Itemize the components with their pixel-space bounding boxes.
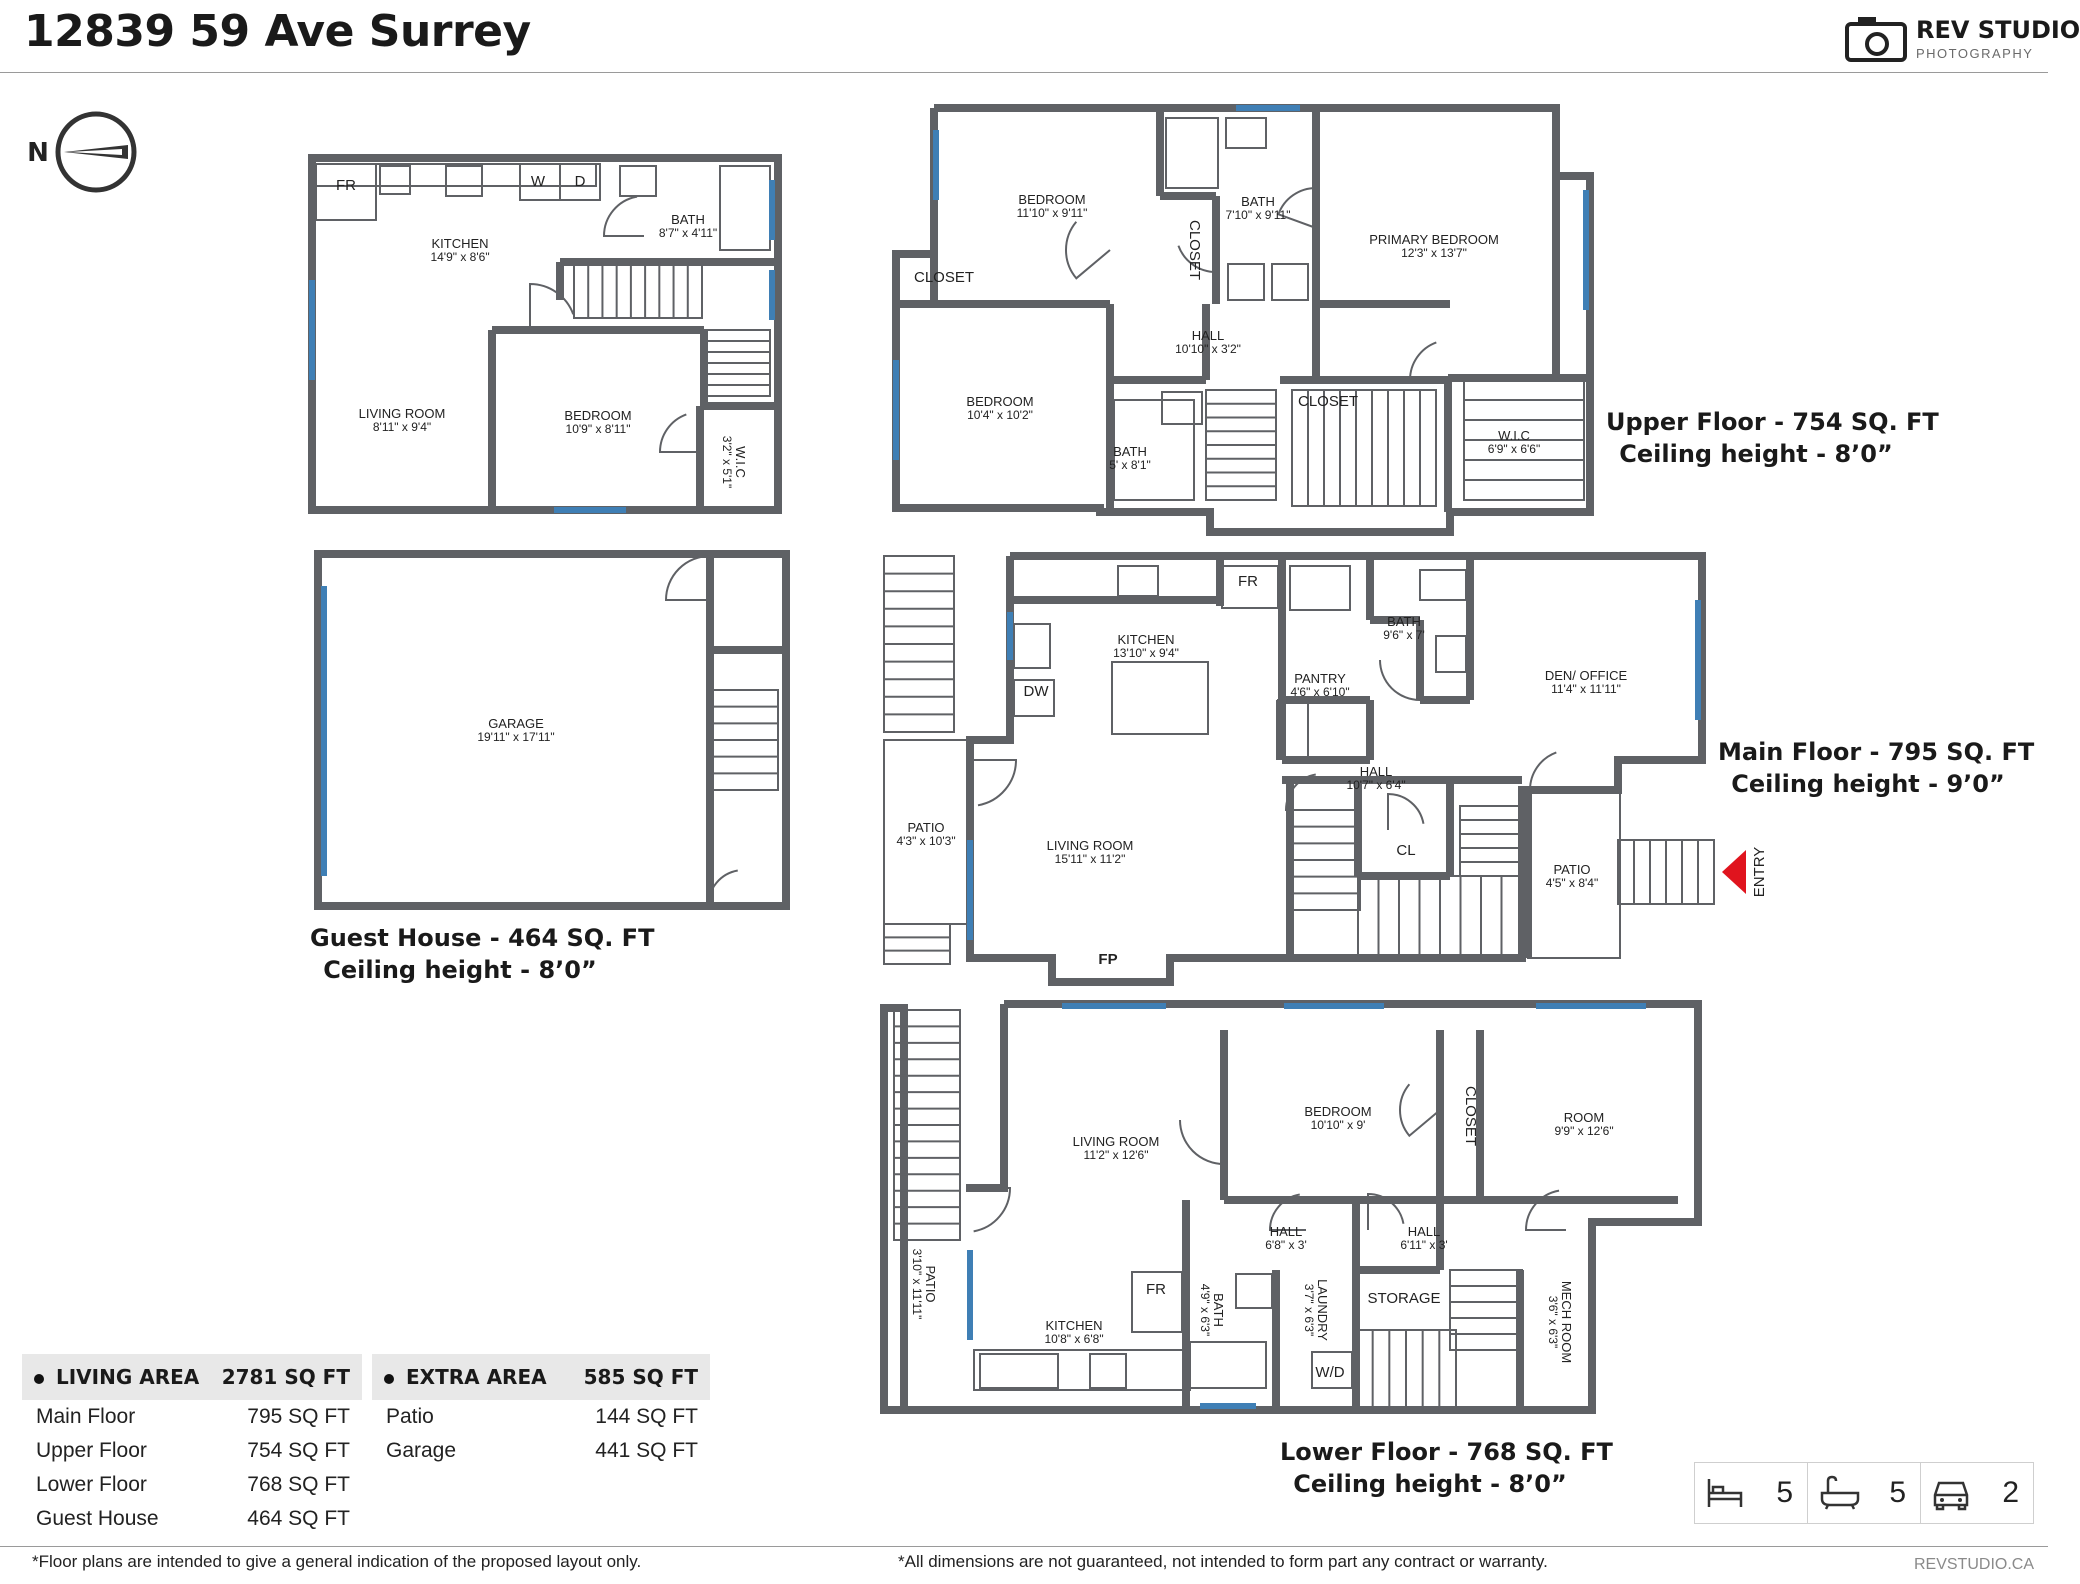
upper-floor-caption bbox=[1606, 406, 1939, 470]
room-dimensions: 10'10" x 3'2" bbox=[1175, 342, 1241, 356]
room-dimensions: 10'4" x 10'2" bbox=[967, 408, 1033, 422]
stairs bbox=[1290, 810, 1360, 910]
door-swing bbox=[1066, 222, 1110, 279]
table-row bbox=[372, 1434, 710, 1468]
kitchen-counter bbox=[974, 1350, 1190, 1390]
room-dimensions: 3'7" x 6'3" bbox=[1302, 1283, 1316, 1337]
guest-house-caption bbox=[310, 922, 655, 986]
room-label bbox=[1554, 1110, 1613, 1138]
room-label bbox=[1186, 220, 1203, 280]
compass-icon bbox=[27, 114, 134, 190]
upper-floor-ceiling: Ceiling height - 8’0” bbox=[1619, 440, 1893, 468]
stairs bbox=[1450, 1270, 1522, 1350]
bathtub-icon bbox=[1818, 1475, 1862, 1511]
room-label bbox=[1546, 1281, 1574, 1363]
compass-north-label: N bbox=[27, 138, 49, 168]
room-name: HALL bbox=[1269, 1224, 1303, 1239]
bedrooms-count: 5 bbox=[1776, 1476, 1793, 1509]
logo-name: REV STUDIO bbox=[1916, 16, 2080, 44]
room-dimensions: 11'10" x 9'11" bbox=[1016, 206, 1088, 220]
table-row bbox=[22, 1502, 362, 1536]
logo-tagline: PHOTOGRAPHY bbox=[1916, 46, 2034, 61]
stairs bbox=[1460, 806, 1520, 876]
room-name: FR bbox=[1146, 1281, 1166, 1298]
room-dimensions: 10'7" x 6'4" bbox=[1346, 778, 1406, 792]
stairs-outline bbox=[1450, 1270, 1522, 1350]
main-floor-area: Main Floor - 795 SQ. FT bbox=[1718, 738, 2035, 766]
stairs bbox=[1206, 390, 1276, 500]
room-dimensions: 4'3" x 10'3" bbox=[896, 834, 956, 848]
extra-area-title: EXTRA AREA bbox=[406, 1365, 547, 1389]
room-name: BATH bbox=[1387, 614, 1421, 629]
main-floor-ceiling: Ceiling height - 9’0” bbox=[1731, 770, 2005, 798]
room-dimensions: 9'6" x 7' bbox=[1383, 628, 1425, 642]
room-name: W/D bbox=[1315, 1364, 1345, 1381]
stairs-outline bbox=[884, 924, 950, 964]
room-dimensions: 10'8" x 6'8" bbox=[1044, 1332, 1104, 1346]
room-label bbox=[914, 269, 974, 286]
room-dimensions: 6'8" x 3' bbox=[1265, 1238, 1307, 1252]
entry-label: ENTRY bbox=[1751, 846, 1768, 898]
room-name: HALL bbox=[1407, 1224, 1441, 1239]
row-value: 768 SQ FT bbox=[247, 1473, 350, 1496]
room-dimensions: 11'2" x 12'6" bbox=[1083, 1148, 1149, 1162]
stairs-outline bbox=[574, 262, 702, 318]
room-label bbox=[1346, 764, 1405, 792]
door-swing bbox=[530, 284, 573, 330]
car-icon bbox=[1931, 1475, 1971, 1511]
room-name: PATIO bbox=[923, 1265, 938, 1303]
room-name: STORAGE bbox=[1367, 1290, 1441, 1307]
room-name: W bbox=[530, 173, 546, 190]
upper-floor-area: Upper Floor - 754 SQ. FT bbox=[1606, 408, 1939, 436]
room-name: GARAGE bbox=[488, 716, 544, 731]
room-name: FP bbox=[1098, 951, 1118, 968]
row-label: Lower Floor bbox=[36, 1473, 147, 1496]
room-name: BATH bbox=[1113, 444, 1147, 459]
room-label bbox=[1146, 1281, 1166, 1298]
room-label bbox=[1488, 428, 1540, 456]
room-name: W.I.C bbox=[733, 446, 748, 478]
door-swing bbox=[1380, 660, 1420, 700]
room-name: CLOSET bbox=[1297, 393, 1359, 410]
room-label bbox=[659, 212, 717, 240]
row-label: Main Floor bbox=[36, 1405, 136, 1428]
room-label bbox=[1265, 1224, 1307, 1252]
room-name: KITCHEN bbox=[1117, 632, 1175, 647]
room-name: KITCHEN bbox=[1045, 1318, 1103, 1333]
lower-floor-caption bbox=[1280, 1436, 1613, 1500]
door-swing bbox=[1180, 1120, 1224, 1164]
lower-floor-ceiling: Ceiling height - 8’0” bbox=[1293, 1470, 1567, 1498]
room-label bbox=[359, 406, 446, 434]
door-swing bbox=[966, 1188, 1010, 1231]
room-name: CL bbox=[1396, 842, 1416, 859]
footnote-layout: *Floor plans are intended to give a general indication of the proposed layout only. bbox=[32, 1552, 642, 1571]
room-label bbox=[1315, 1364, 1344, 1381]
room-name: PANTRY bbox=[1294, 671, 1346, 686]
room-name: CLOSET bbox=[1462, 1085, 1479, 1147]
room-name: ROOM bbox=[1563, 1110, 1605, 1125]
bedrooms-stat bbox=[1695, 1463, 1808, 1523]
room-label bbox=[1226, 194, 1291, 222]
room-label bbox=[575, 173, 586, 190]
row-label: Garage bbox=[386, 1439, 457, 1462]
bathtub bbox=[720, 166, 770, 250]
room-name: LIVING ROOM bbox=[1072, 1134, 1160, 1149]
room-dimensions: 10'10" x 9' bbox=[1310, 1118, 1366, 1132]
room-label bbox=[336, 177, 356, 194]
room-label bbox=[1044, 1318, 1103, 1346]
room-name: MECH ROOM bbox=[1559, 1280, 1574, 1364]
room-label bbox=[1369, 232, 1499, 260]
room-label bbox=[1024, 683, 1050, 700]
stairs bbox=[1358, 876, 1522, 956]
room-name: FR bbox=[1238, 573, 1258, 590]
row-value: 144 SQ FT bbox=[595, 1405, 698, 1428]
door-swing bbox=[660, 414, 700, 452]
room-name: BATH bbox=[1241, 194, 1275, 209]
room-name: BATH bbox=[671, 212, 705, 227]
door-swing bbox=[1400, 1084, 1440, 1135]
wall bbox=[896, 108, 1590, 532]
room-dimensions: 4'5" x 8'4" bbox=[1545, 876, 1599, 890]
stairs bbox=[712, 690, 778, 790]
room-label bbox=[1175, 328, 1241, 356]
room-dimensions: 8'11" x 9'4" bbox=[372, 420, 432, 434]
toilet bbox=[1420, 570, 1466, 600]
row-value: 464 SQ FT bbox=[247, 1507, 350, 1530]
row-label: Guest House bbox=[36, 1507, 159, 1530]
room-name: BEDROOM bbox=[564, 408, 632, 423]
row-value: 441 SQ FT bbox=[595, 1439, 698, 1462]
double-sink bbox=[1014, 624, 1050, 668]
room-name: LIVING ROOM bbox=[1046, 838, 1134, 853]
room-dimensions: 14'9" x 8'6" bbox=[430, 250, 490, 264]
room-name: CLOSET bbox=[913, 269, 975, 286]
door-swing bbox=[1530, 752, 1570, 790]
room-dimensions: 3'6" x 6'3" bbox=[1546, 1295, 1560, 1349]
footer-divider bbox=[0, 1546, 2048, 1547]
room-label bbox=[1073, 1134, 1160, 1162]
stairs bbox=[704, 330, 770, 396]
room-dimensions: 4'6" x 6'10" bbox=[1290, 685, 1350, 699]
row-value: 795 SQ FT bbox=[247, 1405, 350, 1428]
cooktop bbox=[980, 1354, 1058, 1388]
room-label bbox=[1113, 632, 1179, 660]
room-label bbox=[531, 173, 546, 190]
room-label bbox=[1304, 1104, 1371, 1132]
footnote-dimensions: *All dimensions are not guaranteed, not intended to form part any contract or warranty. bbox=[898, 1552, 1548, 1571]
room-label bbox=[477, 716, 554, 744]
wall bbox=[970, 556, 1702, 982]
room-dimensions: 6'11" x 3' bbox=[1400, 1238, 1448, 1252]
room-dimensions: 11'4" x 11'11" bbox=[1551, 682, 1621, 696]
stairs bbox=[574, 262, 702, 318]
room-name: BEDROOM bbox=[1304, 1104, 1372, 1119]
room-name: W.I.C bbox=[1498, 428, 1530, 443]
table-row bbox=[22, 1468, 362, 1502]
entry-arrow-icon bbox=[1722, 850, 1746, 894]
room-name: DEN/ OFFICE bbox=[1544, 668, 1628, 683]
room-label bbox=[1546, 862, 1598, 890]
room-label bbox=[966, 394, 1033, 422]
guest-house-ceiling: Ceiling height - 8’0” bbox=[323, 956, 597, 984]
cooktop bbox=[1118, 566, 1158, 596]
room-label bbox=[1290, 671, 1349, 699]
room-dimensions: 3'2" x 5'1" bbox=[720, 435, 734, 489]
room-name: BEDROOM bbox=[966, 394, 1034, 409]
door-swing bbox=[604, 197, 644, 236]
bathrooms-stat bbox=[1808, 1463, 1921, 1523]
main-floor-caption bbox=[1718, 736, 2035, 800]
room-dimensions: 6'9" x 6'6" bbox=[1487, 442, 1541, 456]
room-name: BATH bbox=[1211, 1293, 1226, 1327]
room-label bbox=[1098, 951, 1117, 968]
room-dimensions: 8'7" x 4'11" bbox=[658, 226, 718, 240]
room-label bbox=[1302, 1279, 1330, 1341]
room-name: D bbox=[574, 173, 586, 190]
room-name: HALL bbox=[1359, 764, 1393, 779]
lower-floor-area: Lower Floor - 768 SQ. FT bbox=[1280, 1438, 1613, 1466]
bullet-icon bbox=[34, 1374, 44, 1384]
sink bbox=[380, 166, 410, 194]
room-dimensions: 15'11" x 11'2" bbox=[1054, 852, 1126, 866]
toilet bbox=[1162, 392, 1202, 424]
room-label bbox=[1238, 573, 1258, 590]
room-dimensions: 13'10" x 9'4" bbox=[1113, 646, 1179, 660]
room-dimensions: 12'3" x 13'7" bbox=[1401, 246, 1467, 260]
room-label bbox=[1109, 444, 1151, 472]
table-row bbox=[372, 1400, 710, 1434]
room-name: PRIMARY BEDROOM bbox=[1369, 232, 1499, 247]
stairs bbox=[884, 924, 950, 964]
cooktop bbox=[446, 166, 482, 196]
room-label bbox=[720, 436, 748, 488]
room-name: CLOSET bbox=[1186, 219, 1203, 281]
room-dimensions: 7'10" x 9'11" bbox=[1225, 208, 1291, 222]
room-dimensions: 10'9" x 8'11" bbox=[565, 422, 631, 436]
room-label bbox=[1396, 842, 1415, 859]
door-swing bbox=[970, 760, 1016, 805]
living-area-title: LIVING AREA bbox=[56, 1365, 200, 1389]
parking-count: 2 bbox=[2002, 1476, 2019, 1509]
shower bbox=[1166, 118, 1218, 188]
table-row bbox=[22, 1400, 362, 1434]
property-stats bbox=[1694, 1462, 2034, 1524]
sink bbox=[1272, 264, 1308, 300]
kitchen-sink bbox=[1090, 1354, 1126, 1388]
toilet bbox=[1226, 118, 1266, 148]
kitchen-counter bbox=[316, 164, 596, 186]
stairs-outline bbox=[1460, 806, 1520, 876]
bullet-icon bbox=[384, 1374, 394, 1384]
room-name: PATIO bbox=[1553, 862, 1591, 877]
room-label bbox=[1017, 192, 1088, 220]
stairs bbox=[884, 556, 954, 732]
extra-area-table bbox=[372, 1354, 710, 1468]
room-name: HALL bbox=[1191, 328, 1225, 343]
room-name: BEDROOM bbox=[1018, 192, 1086, 207]
guest-house-area: Guest House - 464 SQ. FT bbox=[310, 924, 655, 952]
room-name: DW bbox=[1023, 683, 1049, 700]
room-label bbox=[1198, 1284, 1226, 1336]
room-label bbox=[1545, 668, 1628, 696]
room-name: PATIO bbox=[907, 820, 945, 835]
row-label: Upper Floor bbox=[36, 1439, 147, 1462]
room-name: KITCHEN bbox=[431, 236, 489, 251]
sink bbox=[1436, 636, 1466, 672]
room-label bbox=[1047, 838, 1134, 866]
room-label bbox=[1383, 614, 1425, 642]
door-swing bbox=[666, 556, 710, 600]
living-area-header bbox=[22, 1354, 362, 1400]
stairs bbox=[1356, 1330, 1456, 1410]
row-label: Patio bbox=[386, 1405, 434, 1428]
bed-icon bbox=[1705, 1475, 1745, 1511]
row-value: 754 SQ FT bbox=[247, 1439, 350, 1462]
extra-area-total: 585 SQ FT bbox=[583, 1365, 698, 1389]
room-dimensions: 19'11" x 17'11" bbox=[477, 730, 555, 744]
wall bbox=[966, 1004, 1004, 1188]
sink bbox=[1228, 264, 1264, 300]
room-name: LIVING ROOM bbox=[358, 406, 446, 421]
bath-sink bbox=[620, 166, 656, 196]
bath-sink bbox=[1236, 1274, 1272, 1308]
room-label bbox=[1367, 1290, 1440, 1307]
room-label bbox=[564, 408, 631, 436]
room-label bbox=[1462, 1086, 1479, 1146]
living-area-table bbox=[22, 1354, 362, 1536]
room-name: FR bbox=[336, 177, 356, 194]
room-label bbox=[910, 1249, 938, 1320]
kitchen-island bbox=[1112, 662, 1208, 734]
bathrooms-count: 5 bbox=[1889, 1476, 1906, 1509]
parking-stat bbox=[1921, 1463, 2033, 1523]
room-label bbox=[896, 820, 955, 848]
bathtub bbox=[1190, 1342, 1266, 1388]
room-label bbox=[430, 236, 489, 264]
room-dimensions: 5' x 8'1" bbox=[1109, 458, 1151, 472]
room-name: LAUNDRY bbox=[1315, 1279, 1330, 1341]
shower bbox=[1290, 566, 1350, 610]
website-label: REVSTUDIO.CA bbox=[1913, 1556, 2034, 1573]
room-dimensions: 3'10" x 11'11" bbox=[910, 1248, 924, 1320]
table-row bbox=[22, 1434, 362, 1468]
room-dimensions: 4'9" x 6'3" bbox=[1198, 1283, 1212, 1337]
extra-area-header bbox=[372, 1354, 710, 1400]
door-swing bbox=[1410, 342, 1450, 380]
door-swing bbox=[1388, 794, 1423, 830]
room-dimensions: 9'9" x 12'6" bbox=[1554, 1124, 1614, 1138]
room-label bbox=[1298, 393, 1358, 410]
stairs bbox=[1618, 840, 1714, 904]
living-area-total: 2781 SQ FT bbox=[221, 1365, 350, 1389]
page-title: 12839 59 Ave Surrey bbox=[24, 6, 531, 57]
